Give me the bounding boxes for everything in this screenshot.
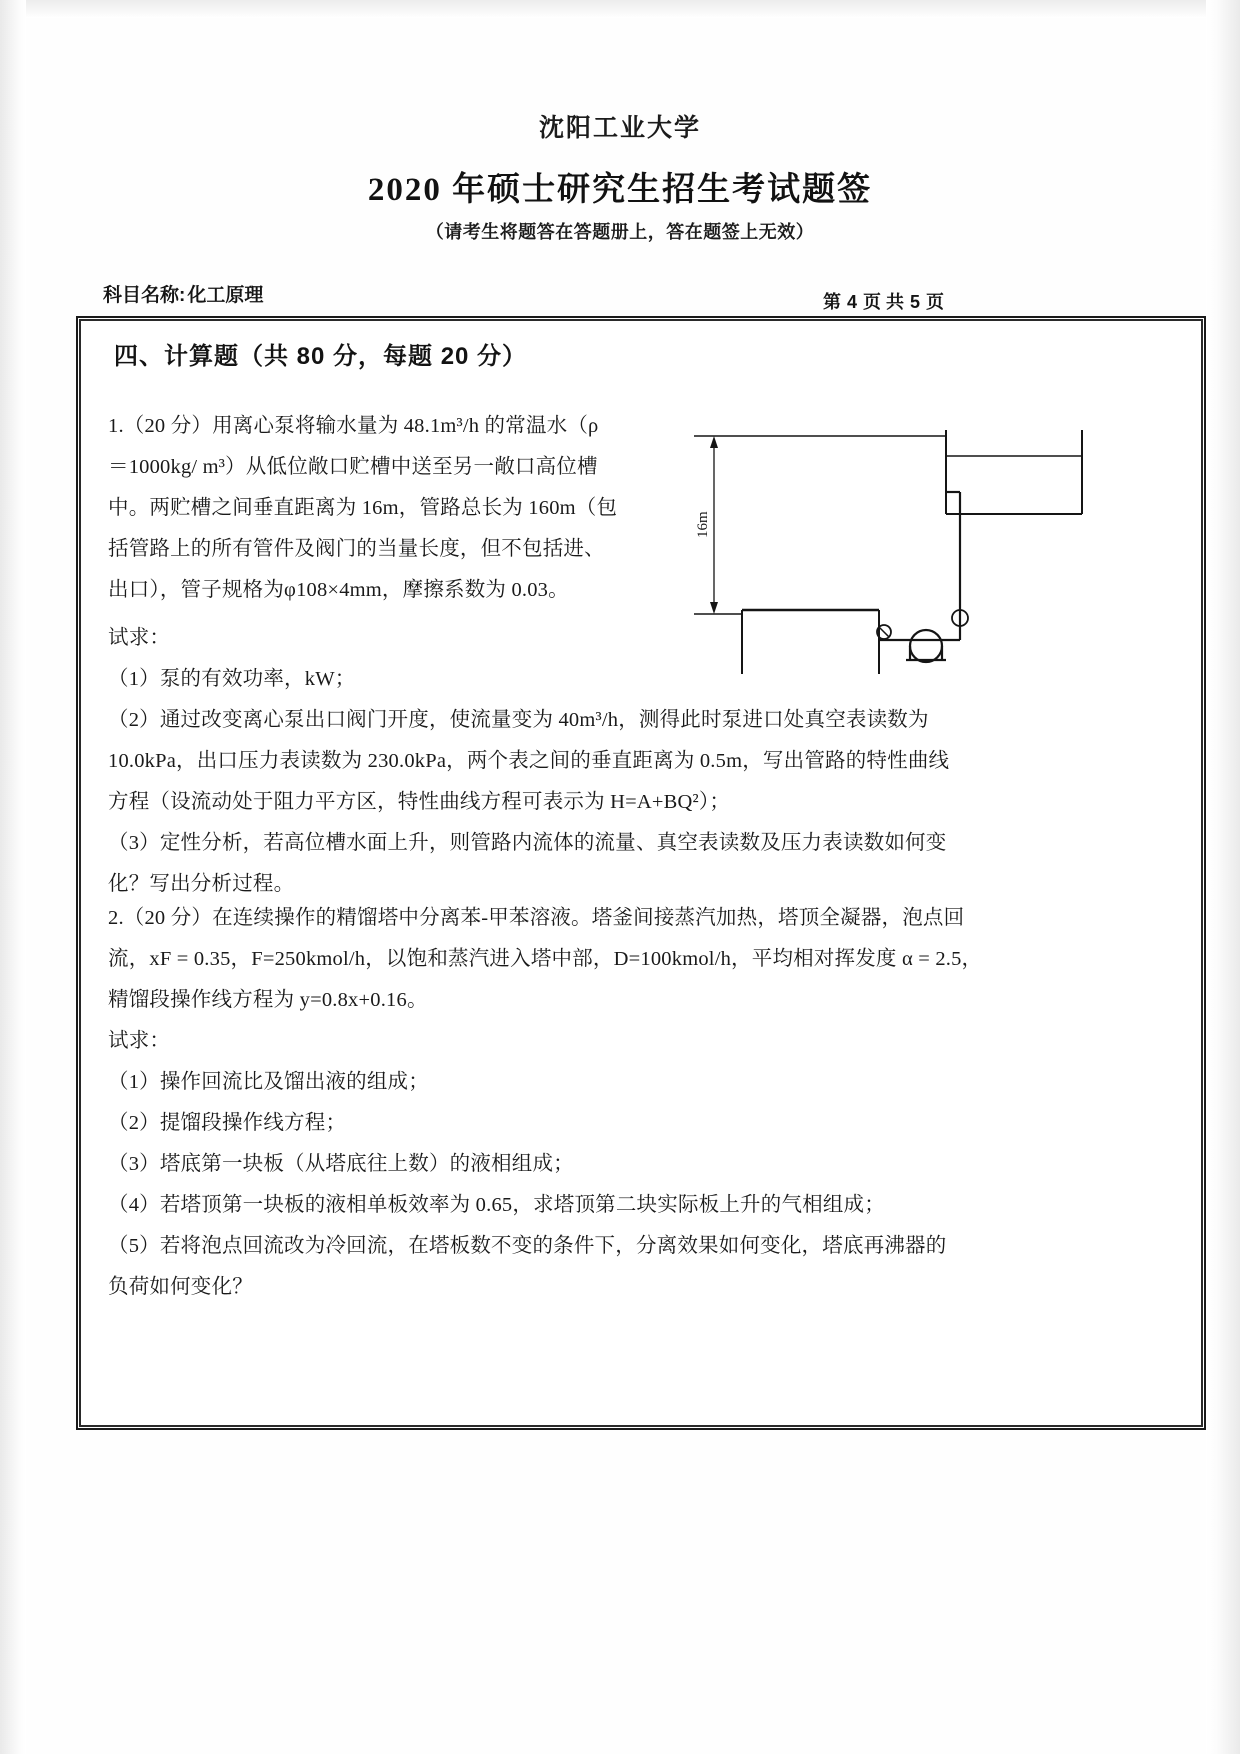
q1-line-5: 出口），管子规格为φ108×4mm，摩擦系数为 0.03。 [108, 579, 569, 601]
q1-sub-1: （1）泵的有效功率，kW； [108, 668, 356, 690]
page-indicator [820, 288, 947, 314]
question-1-body [108, 618, 1168, 905]
subject-line [103, 280, 263, 307]
section-heading: 四、计算题（共 80 分，每题 20 分） [114, 343, 528, 370]
university-name: 沈阳工业大学 [538, 114, 701, 142]
q2-sub-5-cont: 负荷如何变化？ [108, 1276, 253, 1298]
q2-prompt: 试求： [108, 1030, 171, 1052]
q2-sub-5: （5）若将泡点回流改为冷回流，在塔板数不变的条件下，分离效果如何变化，塔底再沸器的 [108, 1235, 947, 1257]
q2-sub-2: （2）提馏段操作线方程； [108, 1112, 347, 1134]
page-current: 4 [847, 292, 858, 312]
subject-label: 科目名称: [103, 285, 186, 306]
page-suffix: 页 [926, 292, 945, 312]
scan-edge-right [1206, 0, 1240, 1754]
exam-title: 2020 年硕士研究生招生考试题签 [367, 172, 873, 208]
q1-line-3: 中。两贮槽之间垂直距离为 16m，管路总长为 160m（包 [108, 497, 618, 519]
q1-sub-3-cont: 化？写出分析过程。 [108, 873, 295, 895]
subject-value: 化工原理 [187, 285, 264, 306]
q1-prompt: 试求： [108, 627, 171, 649]
q1-sub-2: （2）通过改变离心泵出口阀门开度，使流量变为 40m³/h，测得此时泵进口处真空表读数为 [108, 709, 929, 731]
question-1-intro [108, 406, 688, 611]
q1-sub-2-cont2: 方程（设流动处于阻力平方区，特性曲线方程可表示为 H=A+BQ²）； [108, 791, 731, 813]
dimension-arrow-down [710, 602, 718, 614]
q1-line-2: ＝1000kg/ m³）从低位敞口贮槽中送至另一敞口高位槽 [108, 456, 598, 478]
height-dimension-label: 16m [695, 511, 711, 538]
page-prefix: 第 [823, 292, 841, 312]
page-total: 5 [910, 292, 921, 312]
scan-edge-left [0, 0, 26, 1754]
exam-instruction-note: （请考生将题答在答题册上，答在题签上无效） [425, 222, 815, 242]
q2-line-3: 精馏段操作线方程为 y=0.8x+0.16。 [108, 989, 428, 1011]
question-2-body [108, 898, 1168, 1308]
q1-line-4: 括管路上的所有管件及阀门的当量长度，但不包括进、 [108, 538, 605, 560]
q1-line-1: 1.（20 分）用离心泵将输水量为 48.1m³/h 的常温水（ρ [108, 415, 599, 437]
scan-edge-top [0, 0, 1240, 18]
q2-sub-1: （1）操作回流比及馏出液的组成； [108, 1071, 429, 1093]
exam-content-box [76, 316, 1206, 1430]
q2-line-1: 2.（20 分）在连续操作的精馏塔中分离苯-甲苯溶液。塔釜间接蒸汽加热，塔顶全凝器，泡点回 [108, 907, 965, 929]
q1-sub-2-cont: 10.0kPa，出口压力表读数为 230.0kPa，两个表之间的垂直距离为 0.5m，写出管路的特性曲线 [108, 750, 950, 772]
q2-line-2: 流，xF = 0.35，F=250kmol/h，以饱和蒸汽进入塔中部，D=100kmol/h，平均相对挥发度 α = 2.5， [108, 948, 983, 970]
q2-sub-3: （3）塔底第一块板（从塔底往上数）的液相组成； [108, 1153, 574, 1175]
q1-sub-3: （3）定性分析，若高位槽水面上升，则管路内流体的流量、真空表读数及压力表读数如何变 [108, 832, 947, 854]
page-middle: 页 共 [863, 292, 905, 312]
q2-sub-4: （4）若塔顶第一块板的液相单板效率为 0.65，求塔顶第二块实际板上升的气相组成； [108, 1194, 885, 1216]
dimension-arrow-up [710, 436, 718, 448]
